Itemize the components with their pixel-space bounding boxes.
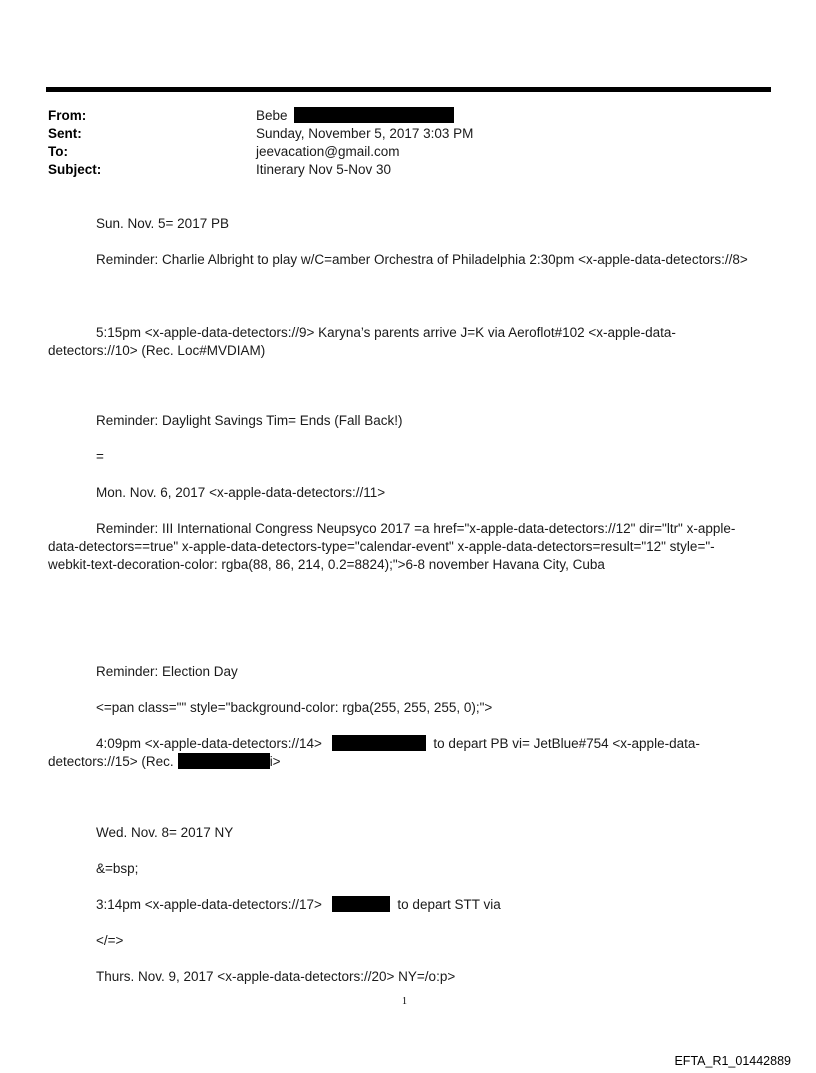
body-line: Mon. Nov. 6, 2017 <x-apple-data-detectors://11> (96, 485, 386, 500)
redaction-box (332, 735, 426, 751)
body-line: to depart PB vi= JetBlue#754 <x-apple-data- (433, 736, 700, 751)
body-line: &=bsp; (96, 861, 139, 876)
body-line: </=> (96, 933, 124, 948)
body-paragraph (48, 520, 778, 574)
sent-label: Sent: (48, 126, 82, 141)
subject-label: Subject: (48, 162, 102, 177)
body-paragraph (48, 215, 778, 233)
body-line: i> (269, 754, 281, 769)
body-line: Reminder: Charlie Albright to play w/C=amber Orchestra of Philadelphia 2:30pm <x-apple-data-detectors://8> (96, 252, 748, 267)
subject-value: Itinerary Nov 5-Nov 30 (256, 162, 392, 177)
from-value (256, 107, 454, 125)
body-paragraph (48, 968, 778, 986)
body-line: = (96, 449, 104, 464)
from-name: Bebe (256, 108, 288, 123)
body-line: Reminder: Election Day (96, 664, 238, 679)
body-paragraph (48, 251, 778, 269)
email-header (48, 107, 768, 179)
header-rule (46, 87, 771, 92)
body-line: detectors://15> (Rec. (48, 754, 174, 769)
body-line: to depart STT via (397, 897, 501, 912)
sent-row (48, 125, 768, 143)
body-paragraph (48, 932, 778, 950)
body-line: Sun. Nov. 5= 2017 PB (96, 216, 229, 231)
body-paragraph (48, 324, 778, 360)
body-line: Thurs. Nov. 9, 2017 <x-apple-data-detectors://20> NY=/o:p> (96, 969, 456, 984)
page-number: 1 (402, 996, 407, 1007)
to-row (48, 143, 768, 161)
body-paragraph (48, 412, 778, 430)
body-line: data-detectors==true" x-apple-data-detectors-type="calendar-event" x-apple-data-detectors=result="12" style="- (48, 539, 715, 554)
body-line: webkit-text-decoration-color: rgba(88, 86, 214, 0.2=8824);">6-8 november Havana City, Cuba (48, 557, 605, 572)
redaction-box (294, 107, 454, 123)
body-paragraph (48, 663, 778, 681)
from-label: From: (48, 108, 87, 123)
body-paragraph (48, 735, 778, 771)
redaction-box (178, 753, 270, 769)
to-label: To: (48, 144, 68, 159)
document-id: EFTA_R1_01442889 (674, 1054, 791, 1068)
body-line: Reminder: III International Congress Neupsyco 2017 =a href="x-apple-data-detectors://12" dir="ltr" x-apple- (96, 521, 736, 536)
subject-row (48, 161, 768, 179)
body-paragraph (48, 448, 778, 466)
body-line: Wed. Nov. 8= 2017 NY (96, 825, 234, 840)
body-paragraph (48, 699, 778, 717)
from-row (48, 107, 768, 125)
body-line: <=pan class="" style="background-color: rgba(255, 255, 255, 0);"> (96, 700, 493, 715)
body-paragraph (48, 484, 778, 502)
body-paragraph (48, 860, 778, 878)
body-line: 4:09pm <x-apple-data-detectors://14> (96, 736, 322, 751)
body-line: 3:14pm <x-apple-data-detectors://17> (96, 897, 322, 912)
redaction-box (332, 896, 390, 912)
body-line: 5:15pm <x-apple-data-detectors://9> Karyna’s parents arrive J=K via Aeroflot#102 <x-apple-data- (96, 325, 676, 340)
body-paragraph (48, 896, 778, 914)
body-paragraph (48, 824, 778, 842)
body-line: Reminder: Daylight Savings Tim= Ends (Fall Back!) (96, 413, 403, 428)
body-line: detectors://10> (Rec. Loc#MVDIAM) (48, 343, 266, 358)
to-value: jeevacation@gmail.com (256, 144, 400, 159)
sent-value: Sunday, November 5, 2017 3:03 PM (256, 126, 474, 141)
